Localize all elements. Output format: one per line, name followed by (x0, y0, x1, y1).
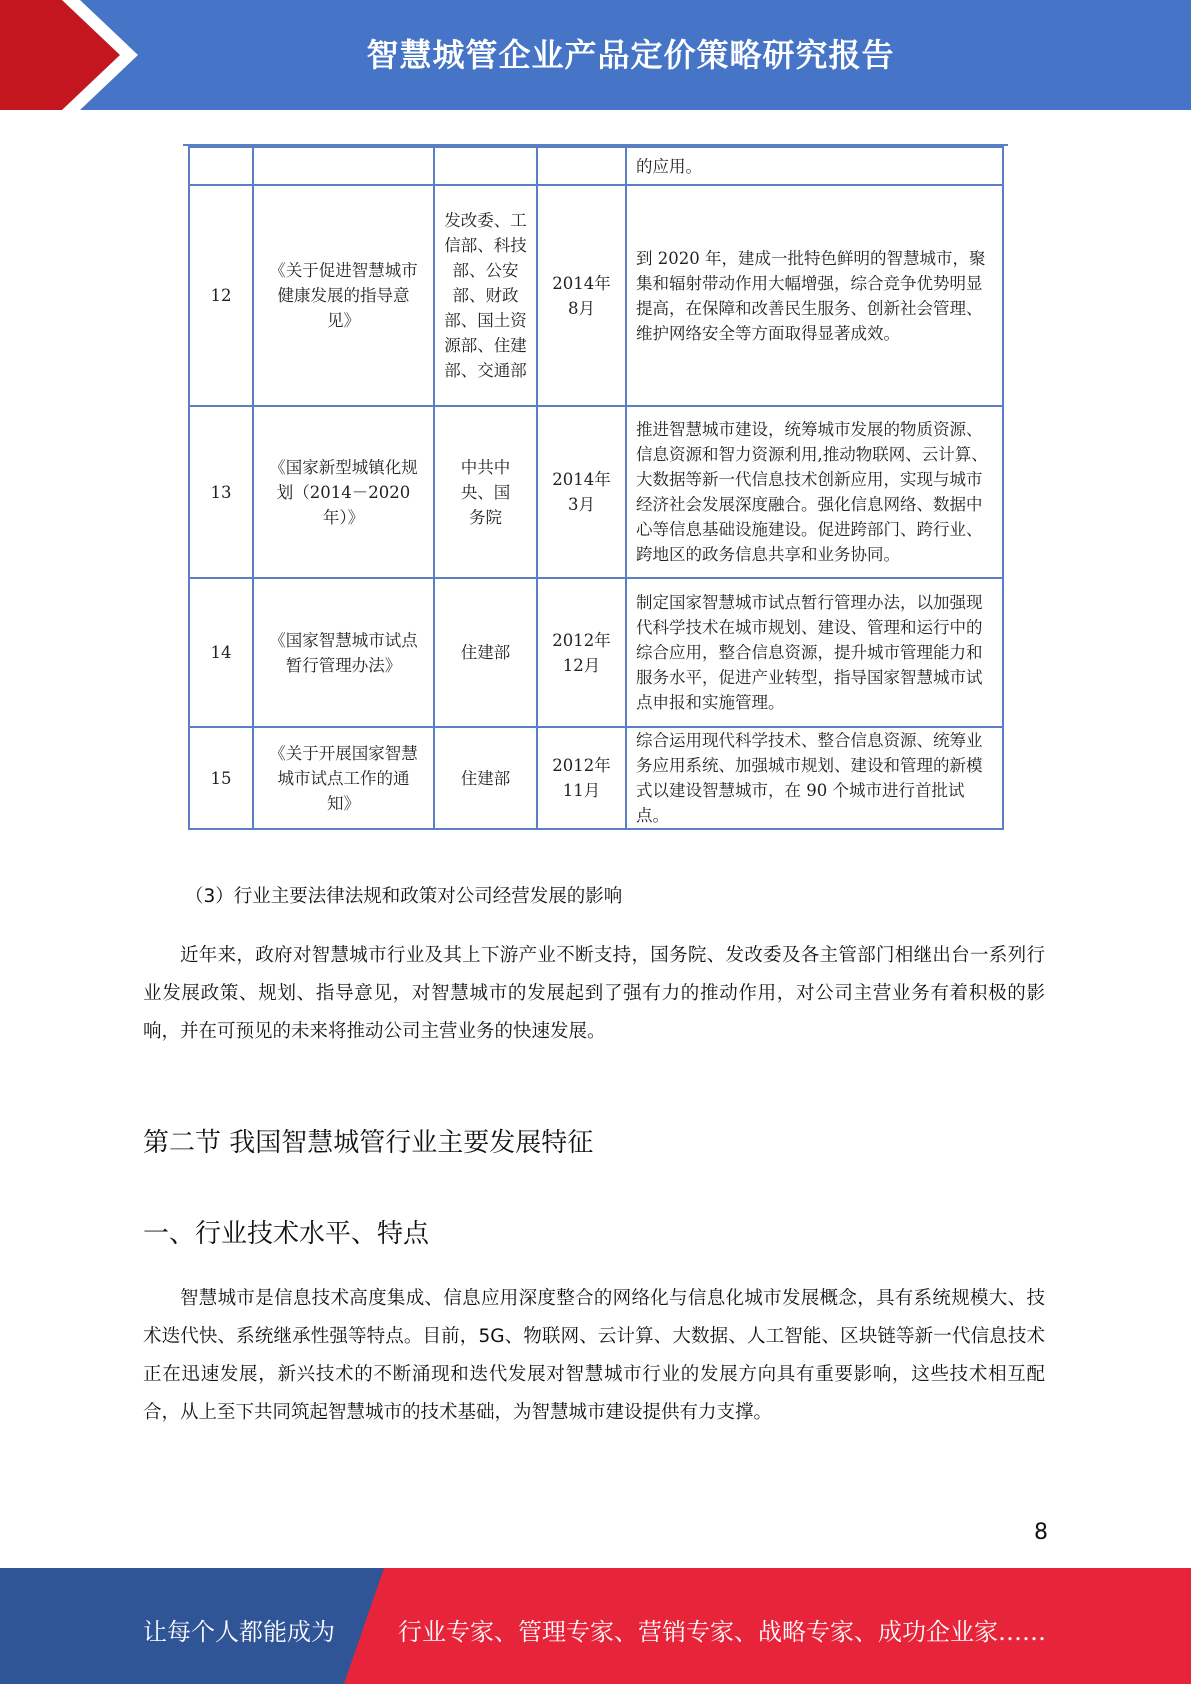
cell-no: 15 (189, 727, 253, 829)
policy-table (188, 146, 1004, 830)
footer-slogan-left: 让每个人都能成为 (143, 1618, 335, 1646)
report-title: 智慧城管企业产品定价策略研究报告 (366, 36, 895, 74)
cell-no (189, 147, 253, 185)
cell-name: 《关于促进智慧城市健康发展的指导意见》 (253, 185, 434, 406)
cell-dept (434, 147, 537, 185)
page-number: 8 (1034, 1520, 1048, 1545)
cell-date: 2014年3月 (537, 406, 626, 578)
cell-desc: 推进智慧城市建设，统筹城市发展的物质资源、信息资源和智力资源利用,推动物联网、云计算、大数据等新一代信息技术创新应用，实现与城市经济社会发展深度融合。强化信息网络、数据中心等信息基础设施建设。促进跨部门、跨行业、跨地区的政务信息共享和业务协同。 (626, 406, 1003, 578)
section-title: 第二节 我国智慧城管行业主要发展特征 (143, 1128, 594, 1158)
table-row (189, 727, 1003, 829)
cell-dept: 中共中央、国务院 (434, 406, 537, 578)
footer-slogan-right: 行业专家、管理专家、营销专家、战略专家、成功企业家…… (398, 1618, 1046, 1646)
cell-no: 14 (189, 578, 253, 727)
sub-heading: （3）行业主要法律法规和政策对公司经营发展的影响 (185, 886, 623, 907)
cell-name: 《关于开展国家智慧城市试点工作的通知》 (253, 727, 434, 829)
cell-date: 2012年12月 (537, 578, 626, 727)
cell-no: 12 (189, 185, 253, 406)
cell-date (537, 147, 626, 185)
cell-desc: 综合运用现代科学技术、整合信息资源、统筹业务应用系统、加强城市规划、建设和管理的新模式以建设智慧城市，在 90 个城市进行首批试点。 (626, 727, 1003, 829)
paragraph-2: 智慧城市是信息技术高度集成、信息应用深度整合的网络化与信息化城市发展概念，具有系统规模大、技术迭代快、系统继承性强等特点。目前，5G、物联网、云计算、大数据、人工智能、区块链等新一代信息技术正在迅速发展，新兴技术的不断涌现和迭代发展对智慧城市行业的发展方向具有重要影响，这些技术相互配合，从上至下共同筑起智慧城市的技术基础，为智慧城市建设提供有力支撑。 (143, 1288, 1045, 1423)
cell-desc: 到 2020 年，建成一批特色鲜明的智慧城市，聚集和辐射带动作用大幅增强，综合竞争优势明显提高，在保障和改善民生服务、创新社会管理、维护网络安全等方面取得显著成效。 (626, 185, 1003, 406)
cell-name: 《国家新型城镇化规划（2014－2020年）》 (253, 406, 434, 578)
cell-dept: 住建部 (434, 578, 537, 727)
page-header (0, 0, 1191, 110)
table-row (189, 406, 1003, 578)
subsection-heading: 一、行业技术水平、特点 (143, 1219, 430, 1249)
table-row (189, 185, 1003, 406)
table-row (189, 147, 1003, 185)
cell-dept: 住建部 (434, 727, 537, 829)
cell-no: 13 (189, 406, 253, 578)
cell-name: 《国家智慧城市试点暂行管理办法》 (253, 578, 434, 727)
cell-desc: 的应用。 (626, 147, 1003, 185)
paragraph-1: 近年来，政府对智慧城市行业及其上下游产业不断支持，国务院、发改委及各主管部门相继出台一系列行业发展政策、规划、指导意见，对智慧城市的发展起到了强有力的推动作用，对公司主营业务有着积极的影响，并在可预见的未来将推动公司主营业务的快速发展。 (143, 945, 1045, 1042)
table-row (189, 578, 1003, 727)
cell-name (253, 147, 434, 185)
page-footer (0, 1568, 1191, 1684)
cell-desc: 制定国家智慧城市试点暂行管理办法，以加强现代科学技术在城市规划、建设、管理和运行中的综合应用，整合信息资源，提升城市管理能力和服务水平，促进产业转型，指导国家智慧城市试点申报和实施管理。 (626, 578, 1003, 727)
cell-date: 2012年11月 (537, 727, 626, 829)
cell-date: 2014年8月 (537, 185, 626, 406)
cell-dept: 发改委、工信部、科技部、公安部、财政部、国土资源部、住建部、交通部 (434, 185, 537, 406)
